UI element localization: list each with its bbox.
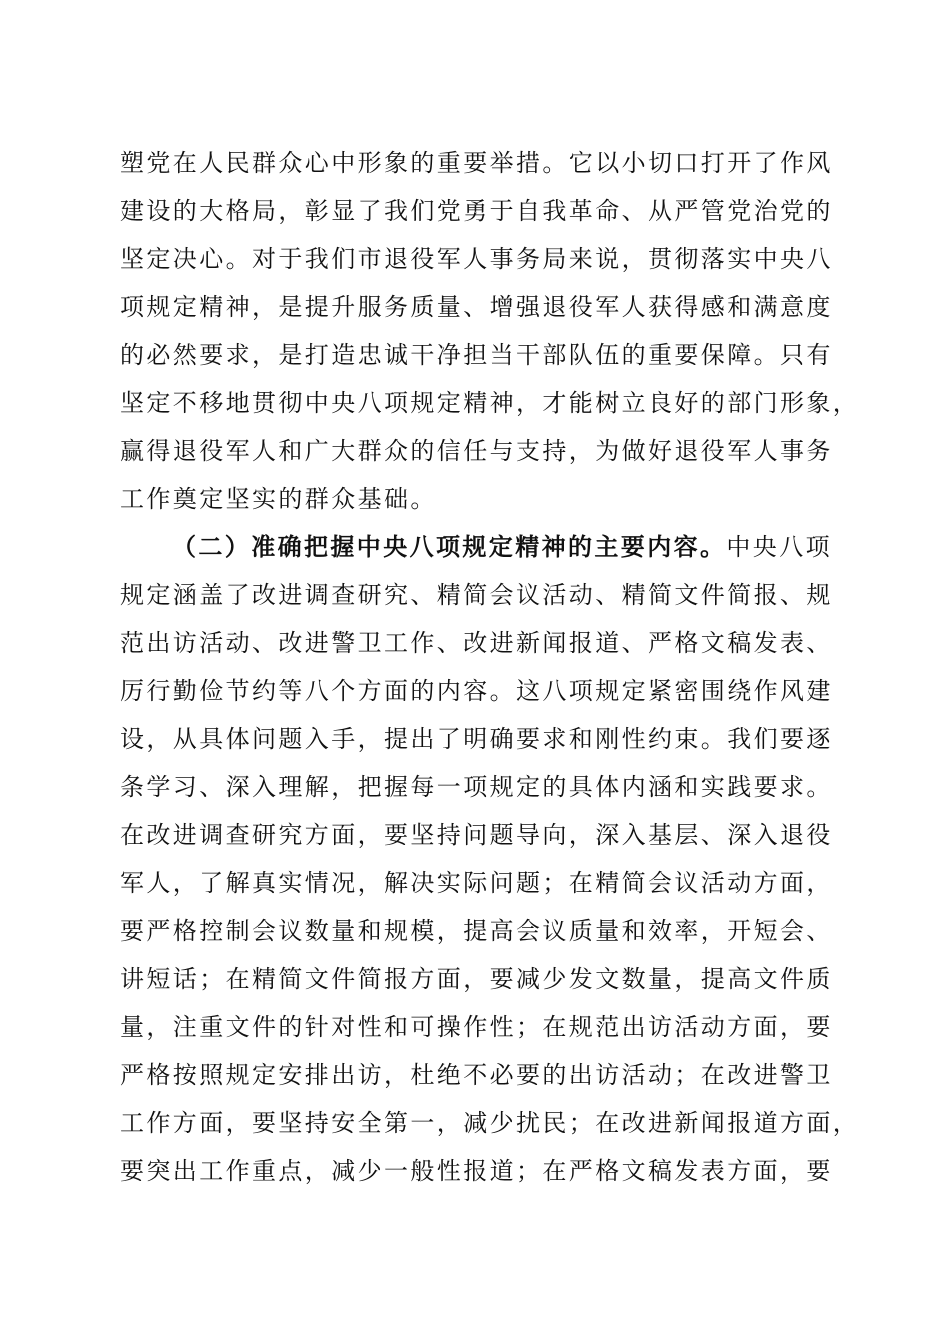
paragraph-1 [120,139,860,523]
paragraph-2 [120,523,860,1195]
text-line: 量，注重文件的针对性和可操作性；在规范出访活动方面，要 [120,1013,833,1041]
text-line: 塑党在人民群众心中形象的重要举措。它以小切口打开了作风 [120,149,833,177]
text-line: 的必然要求，是打造忠诚干净担当干部队伍的重要保障。只有 [120,341,833,369]
text-line: 要突出工作重点，减少一般性报道；在严格文稿发表方面，要 [120,1157,833,1185]
text-line: 工作方面，要坚持安全第一，减少扰民；在改进新闻报道方面， [120,1109,860,1137]
text-line: 在改进调查研究方面，要坚持问题导向，深入基层、深入退役 [120,821,833,849]
text-line: 工作奠定坚实的群众基础。 [120,485,437,513]
section-heading: （二）准确把握中央八项规定精神的主要内容。 [172,533,727,561]
paragraph-2-first-line [120,523,832,571]
text-line: 要严格控制会议数量和规模，提高会议质量和效率，开短会、 [120,917,833,945]
text-line: 坚定不移地贯彻中央八项规定精神，才能树立良好的部门形象， [120,389,860,417]
text-run: 中央八项 [726,533,833,561]
text-line: 项规定精神，是提升服务质量、增强退役军人获得感和满意度 [120,293,833,321]
text-line: 规定涵盖了改进调查研究、精简会议活动、精简文件简报、规 [120,581,833,609]
text-line: 范出访活动、改进警卫工作、改进新闻报道、严格文稿发表、 [120,629,833,657]
text-line: 条学习、深入理解，把握每一项规定的具体内涵和实践要求。 [120,773,833,801]
text-line: 设，从具体问题入手，提出了明确要求和刚性约束。我们要逐 [120,725,833,753]
text-line: 严格按照规定安排出访，杜绝不必要的出访活动；在改进警卫 [120,1061,833,1089]
text-line: 讲短话；在精简文件简报方面，要减少发文数量，提高文件质 [120,965,833,993]
text-line: 建设的大格局，彰显了我们党勇于自我革命、从严管党治党的 [120,197,833,225]
text-line: 厉行勤俭节约等八个方面的内容。这八项规定紧密围绕作风建 [120,677,833,705]
text-line: 军人，了解真实情况，解决实际问题；在精简会议活动方面， [120,869,833,897]
document-body [120,139,860,1195]
text-line: 坚定决心。对于我们市退役军人事务局来说，贯彻落实中央八 [120,245,833,273]
text-line: 赢得退役军人和广大群众的信任与支持，为做好退役军人事务 [120,437,833,465]
